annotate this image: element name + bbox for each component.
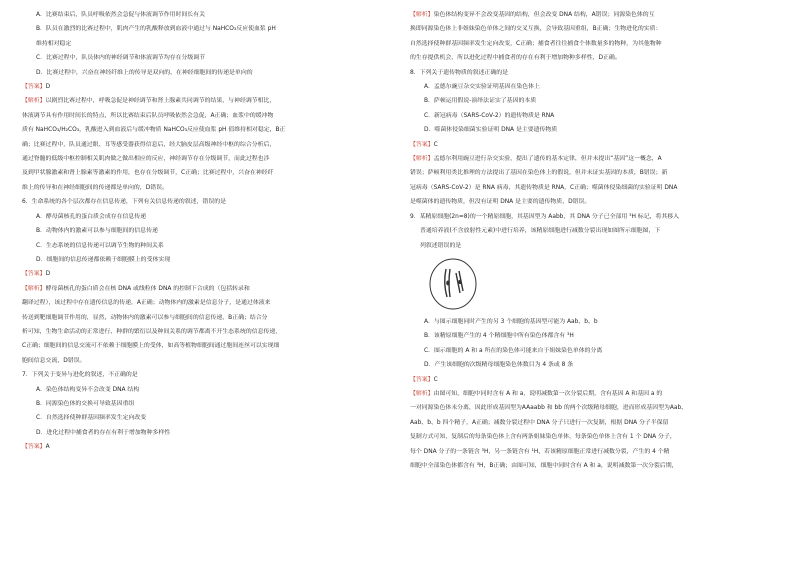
- answer-option: [410, 109, 770, 123]
- line-text: 每个 DNA 分子的一条链含 ³H，另一条链含有 ¹H，若该精原细胞正常进行减数分裂，产生的 4 个精: [410, 448, 670, 455]
- line-text: 传送到靶细胞调节作用的，显然，动物体内的激素可以参与细胞间的信息传递，B正确；结合分: [22, 314, 268, 321]
- answer-line: [410, 138, 770, 152]
- answer-option: [22, 239, 382, 253]
- question-stem: [410, 66, 770, 80]
- text-line: [410, 239, 770, 253]
- line-text: D．比赛过程中，兴奋在神经纤维上的传导是双向的，在神经细胞间的传递是单向的: [36, 69, 253, 76]
- answer-option: [410, 344, 770, 358]
- section-tag: 【解析】: [410, 156, 434, 163]
- text-line: [410, 37, 770, 51]
- line-text: 是噬菌体的遗传物质，但没有证明 DNA 是主要的遗传物质，D错误。: [410, 199, 591, 206]
- line-text: 9．某精原细胞(2n=8)的一个精原细胞，其基因型为 Aabb，其 DNA 分子已全部用 ³H 标记，将其移入: [410, 213, 680, 220]
- text-line: [410, 166, 770, 180]
- explanation-line: [22, 282, 382, 296]
- line-text: C．自然选择使种群基因频率发生定向改变: [36, 415, 147, 422]
- line-text: D: [45, 84, 51, 91]
- text-line: [22, 181, 382, 195]
- cell-diagram: [410, 255, 770, 313]
- answer-line: [410, 373, 770, 387]
- answer-option: [410, 80, 770, 94]
- right-column-bottom: [410, 315, 770, 473]
- text-line: [22, 325, 382, 339]
- line-text: 确；比赛过程中，队员通过眼、耳等感受器获得信息后，经大脑皮层高级神经中枢的综合分析后，: [22, 141, 276, 148]
- answer-option: [410, 315, 770, 329]
- line-text: A: [45, 444, 50, 451]
- explanation-line: [410, 387, 770, 401]
- text-line: [22, 354, 382, 368]
- line-text: Aab、b、b 四个精子，A正确；减数分裂过程中 DNA 分子只进行一次复制，根据 DNA 分子半保留: [410, 419, 669, 426]
- answer-option: [22, 66, 382, 80]
- answer-line: [22, 80, 382, 94]
- answer-option: [22, 210, 382, 224]
- line-text: B．萨顿运用假说-演绎法证实了基因的本质: [424, 98, 537, 105]
- line-text: 一对同源染色体未分离，因此形成基因型为AAaabb 和 bb 的两个次级精母细胞，进而形成基因型为Aab、: [410, 405, 688, 412]
- explanation-line: [410, 8, 770, 22]
- line-text: 染色体结构变异不会改变基因的结构，但会改变 DNA 结构，A错误；同源染色体的互: [433, 12, 655, 18]
- text-line: [22, 152, 382, 166]
- line-text: 维持相对稳定: [36, 40, 72, 47]
- line-text: 错误；萨顿利用类比推理的方法提出了基因在染色体上的假说，但并未证实基因的本质，B错误；新: [410, 170, 668, 177]
- question-stem: [22, 195, 382, 209]
- answer-option: [22, 8, 382, 22]
- line-text: B．队员在激烈的比赛过程中，肌肉产生的乳酸释放到血液中通过与 NaHCO₃反应使血浆 pH: [36, 26, 276, 33]
- right-column-top: [410, 8, 770, 253]
- text-line: [410, 459, 770, 473]
- section-tag: 【解析】: [410, 390, 434, 397]
- line-text: 及到甲状腺激素和肾上腺素等激素的作用，也存在分级调节，C正确；比赛过程中，兴奋在神经纤: [22, 170, 274, 177]
- text-line: [22, 109, 382, 123]
- text-line: [22, 339, 382, 353]
- cell-figure: [426, 255, 486, 313]
- answer-option: [22, 411, 382, 425]
- text-line: [410, 181, 770, 195]
- explanation-line: [410, 152, 770, 166]
- line-text: 普通培养液(不含放射性元素)中进行培养，该精原细胞进行减数分裂出现如图所示细胞图，下: [420, 228, 661, 235]
- section-tag: 【答案】: [22, 84, 46, 91]
- text-line: [410, 430, 770, 444]
- line-text: C．新冠病毒（SARS-CoV-2）的遗传物质是 RNA: [424, 112, 555, 119]
- text-line: [410, 22, 770, 36]
- line-text: 通过脊髓的低级中枢控制相关肌肉做之做出相应的反应，神经调节存在分级调节，而此过程也涉: [22, 156, 270, 163]
- left-column: [22, 8, 382, 455]
- line-text: C．比赛过程中，队员体内的神经调节和体液调节均存在分级调节: [36, 55, 206, 62]
- line-text: B．动物体内的激素可以参与细胞间的信息传递: [36, 228, 158, 235]
- line-text: A．酵母菌核孔的蛋白质会成存在信息传递: [36, 213, 147, 220]
- answer-line: [22, 440, 382, 454]
- answer-option: [22, 22, 382, 36]
- right-column: [410, 8, 770, 473]
- line-text: 换即同源染色体上非姐妹染色单体之间的交叉互换，会导致基因重组，B正确；生物进化的实质：: [410, 26, 662, 33]
- section-tag: 【解析】: [22, 285, 46, 292]
- section-tag: 【答案】: [22, 444, 46, 451]
- text-line: [22, 123, 382, 137]
- text-line: [410, 224, 770, 238]
- question-stem: [22, 368, 382, 382]
- line-text: 翻译过程），该过程中存在遗传信息的传递，A正确；动物体内的激素是信息分子，是通过体液来: [22, 300, 271, 307]
- text-line: [410, 445, 770, 459]
- answer-line: [22, 267, 382, 281]
- text-line: [410, 51, 770, 65]
- section-tag: 【答案】: [410, 376, 434, 383]
- line-text: 酵母菌核孔的蛋白质会在核 DNA 或线粒体 DNA 的控制下合成的（包括转录和: [45, 285, 250, 292]
- line-text: 的生存提供机会，所以进化过程中捕食者的存在有利于增加物种多样性，D正确。: [410, 55, 621, 62]
- line-text: 6．生命系统的各个层次都存在信息传递，下列有关信息传递的叙述，错误的是: [22, 199, 227, 206]
- line-text: 复制方式可知，复制后的每条染色体上含有两条姐妹染色单体，每条染色单体上含有 1 个 DNA 分子，: [410, 434, 676, 441]
- line-text: 以剧烈比赛过程中，呼吸急促是神经调节和肾上腺素共同调节的结果，与神经调节相比，: [45, 98, 276, 105]
- explanation-line: [22, 94, 382, 108]
- line-text: 由图可知，细胞中同时含有 A 和 a，说明减数第一次分裂后期，含有基因 A 和基因 a 的: [433, 390, 663, 397]
- text-line: [22, 138, 382, 152]
- answer-option: [22, 397, 382, 411]
- answer-option: [22, 426, 382, 440]
- answer-option: [22, 224, 382, 238]
- line-text: 自然选择使种群基因频率发生定向改变，C正确；捕食者往往捕食个体数量多的物种，为其他物种: [410, 40, 662, 47]
- line-text: 8．下列关于遗传物质的叙述正确的是: [410, 69, 508, 76]
- line-text: 冠病毒（SARS-CoV-2）是 RNA 病毒，其遗传物质是 RNA，C正确；噬菌体侵染细菌的实验证明 DNA: [410, 184, 678, 191]
- text-line: [410, 416, 770, 430]
- line-text: 孟德尔利用豌豆进行杂交实验，提出了遗传的基本定律，但并未提出“基因”这一概念，A: [433, 156, 662, 163]
- section-tag: 【解析】: [410, 12, 434, 18]
- line-text: A．比赛结束后，队员呼吸依然会急促与体液调节作用时间长有关: [36, 12, 205, 18]
- line-text: 胞间信息交流，D错误。: [22, 357, 86, 364]
- line-text: C: [433, 376, 438, 383]
- answer-option: [22, 37, 382, 51]
- line-text: D．进化过程中捕食者的存在有利于增加物种多样性: [36, 429, 171, 436]
- line-text: 列叙述错误的是: [420, 242, 462, 249]
- line-text: A．与图示细胞同时产生的另 3 个细胞的基因型可能为 Aab、b、b: [424, 318, 598, 325]
- line-text: D．产生该细胞的次级精母细胞染色体数目为 4 条或 8 条: [424, 362, 574, 369]
- line-text: D．噬菌体侵染细菌实验证明 DNA 是主要遗传物质: [424, 127, 558, 134]
- line-text: D．细胞间的信息传递都依赖于细胞膜上的受体实现: [36, 256, 171, 263]
- answer-option: [410, 123, 770, 137]
- answer-option: [410, 94, 770, 108]
- section-tag: 【答案】: [410, 141, 434, 148]
- line-text: 体液调节具有作用时间长的特点，所以比赛结束后队员呼吸依然会急促，A正确；血浆中的缓冲物: [22, 112, 274, 119]
- text-line: [410, 401, 770, 415]
- line-text: C．图示细胞的 A 和 a 所在的染色体可能来自于姐妹染色单体的分离: [424, 347, 603, 354]
- answer-option: [22, 253, 382, 267]
- line-text: A．孟德尔豌豆杂交实验证明基因在染色体上: [424, 84, 540, 91]
- line-text: 质有 NaHCO₃/H₂CO₃，乳酸进入到血液后与缓冲物质 NaHCO₃反应使血浆 pH 值维持相对稳定，B正: [22, 127, 286, 134]
- answer-option: [22, 383, 382, 397]
- question-stem: [410, 210, 770, 224]
- answer-option: [410, 329, 770, 343]
- line-text: 维上的传导和在神经细胞间的传递都是单向的，D错误。: [22, 184, 168, 191]
- line-text: C．生态系统的信息传递可以调节生物的种间关系: [36, 242, 164, 249]
- line-text: C正确；细胞间的信息交流可不依赖于细胞膜上的受体，如高等植物细胞间通过胞间连丝可以实现细: [22, 343, 280, 350]
- line-text: B．该精原细胞产生的 4 个精细胞中所有染色体都含有 ³H: [424, 333, 574, 340]
- line-text: 细胞中全部染色体都含有 ³H，B正确；由图可知，细胞中同时含有 A 和 a，说明减数第一次分裂后期，: [410, 462, 678, 469]
- line-text: C: [433, 141, 438, 148]
- section-tag: 【解析】: [22, 98, 46, 105]
- text-line: [22, 296, 382, 310]
- text-line: [410, 195, 770, 209]
- text-line: [22, 311, 382, 325]
- answer-option: [22, 51, 382, 65]
- line-text: 析可知，生物生命活动的正常进行、种群的繁衍以及种间关系的调节都离不开生态系统的信息传递，: [22, 328, 282, 335]
- section-tag: 【答案】: [22, 271, 46, 278]
- line-text: A．染色体结构变异不会改变 DNA 结构: [36, 386, 140, 393]
- line-text: D: [45, 271, 51, 278]
- answer-option: [410, 358, 770, 372]
- line-text: B．同源染色体的交换可导致基因重组: [36, 400, 135, 407]
- line-text: 7．下列关于变异与进化的叙述，不正确的是: [22, 372, 138, 379]
- text-line: [22, 166, 382, 180]
